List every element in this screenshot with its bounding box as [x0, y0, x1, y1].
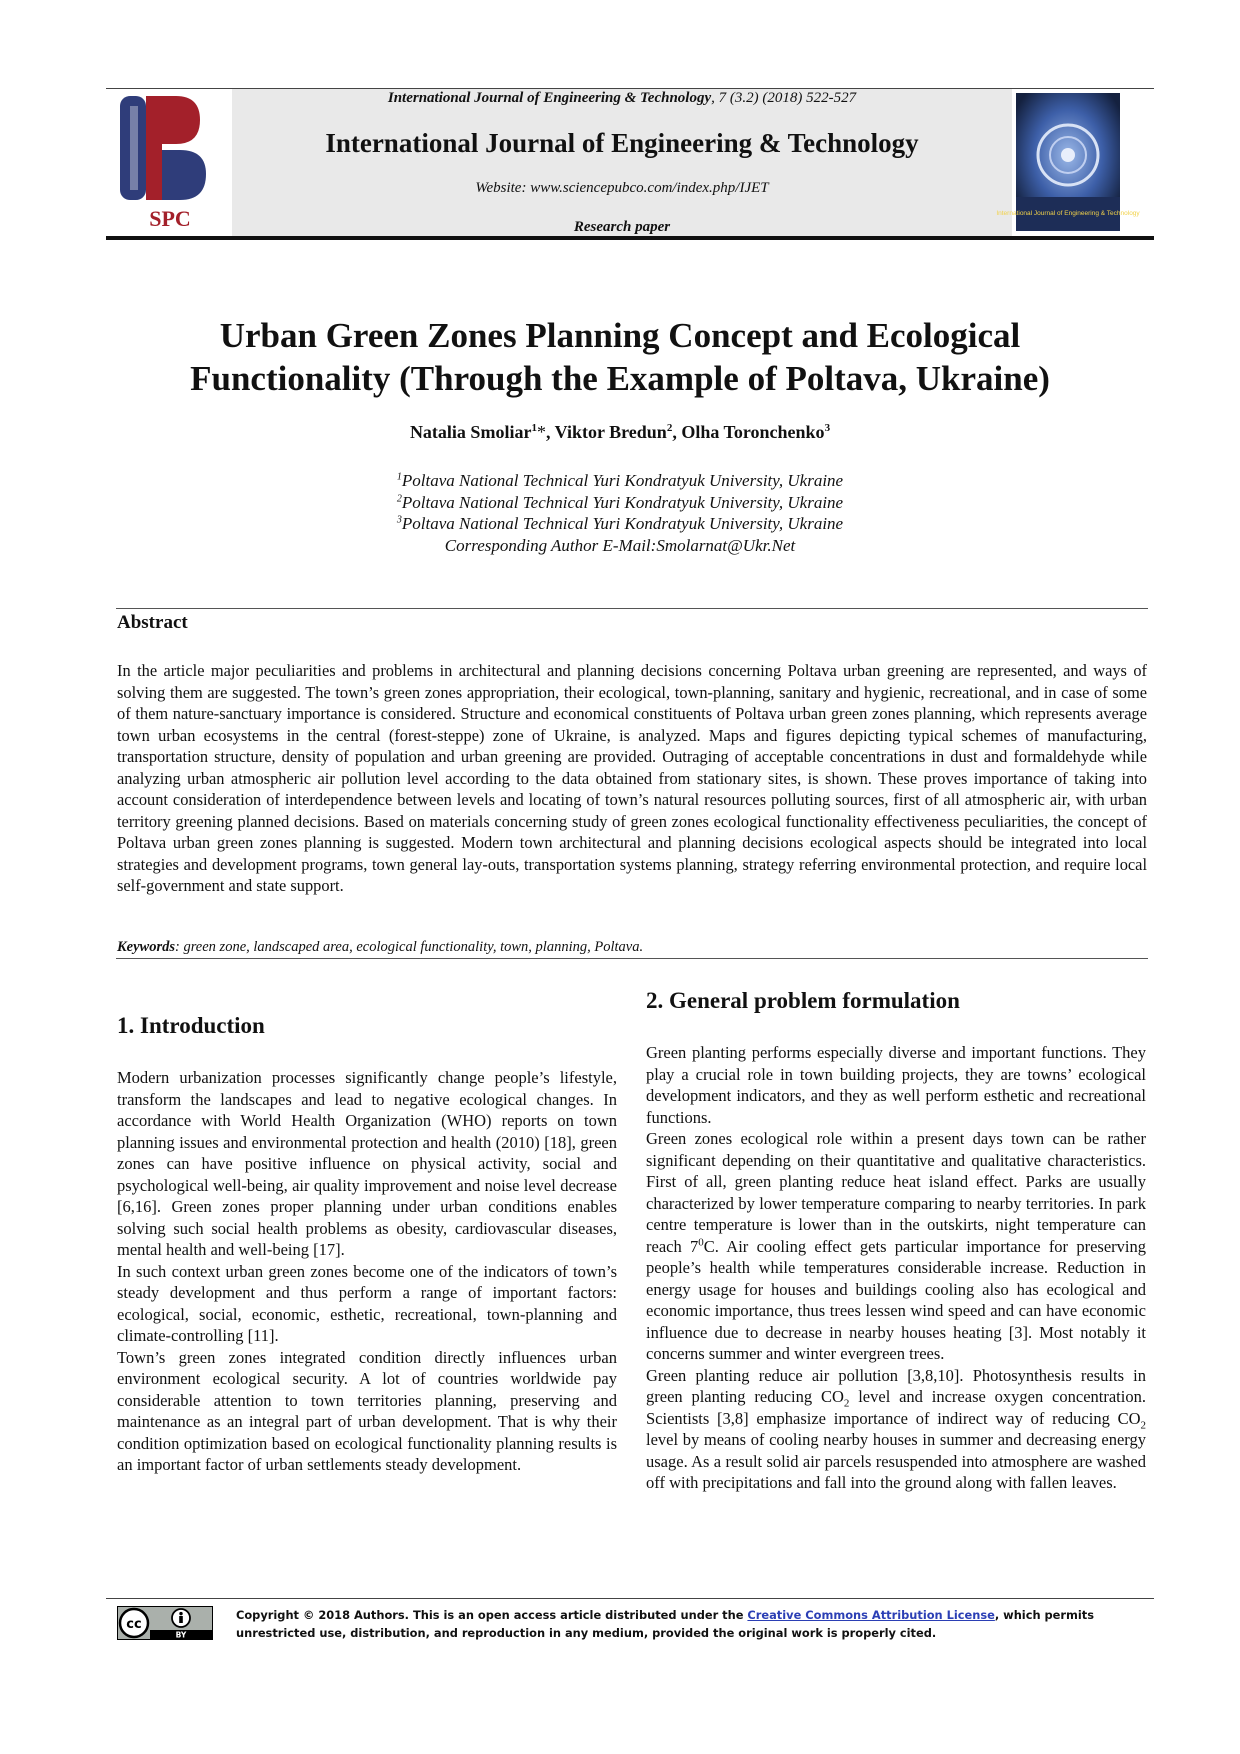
footer-rule	[106, 1598, 1154, 1599]
cc-by-license-icon[interactable]	[117, 1606, 213, 1640]
paper-title	[120, 314, 1120, 400]
svg-text:cc: cc	[126, 1617, 142, 1632]
author-list: Natalia Smoliar$^1$*, Viktor Bredun$^2$, Olha Toronchenko$^3$	[409, 422, 831, 442]
paragraph: Modern urbanization processes significantly change people’s lifestyle, transform the landscapes and lead to negative ecological changes. In accordance with World Health Organization (WHO) reports on town planning issues and environmental protection and health (2010) [18], green zones can have positive influence on physical activity, social and psychological well-being, air quality improvement and noise level decrease [6,16]. Green zones proper planning under urban conditions enables solving such social health problems as obesity, cardiovascular diseases, mental health and well-being [17].	[117, 1068, 617, 1259]
abstract-heading: Abstract	[117, 612, 188, 633]
cover-text: International Journal of Engineering & Technology	[996, 210, 1140, 217]
header-band	[232, 89, 1012, 237]
citation-volume: , 7 (3.2) (2018) 522-527	[711, 90, 857, 106]
copyright-notice: Copyright © 2018 Authors. This is an open access article distributed under the Creative Commons Attribution License, which permits unrestricted use, distribution, and reproduction in any medium, provided the original work is properly cited.	[236, 1608, 1095, 1640]
license-link[interactable]: Creative Commons Attribution License	[747, 1608, 995, 1622]
keywords-value: : green zone, landscaped area, ecological functionality, town, planning, Poltava.	[175, 939, 644, 955]
paragraph: Green zones ecological role within a present days town can be rather significant depending on their quantitative and qualitative characteristics. First of all, green planting reduce heat island effect. Parks are usually characterized by lower temperature comparing to nearby territories. In park centre temperature is lower than in the outskirts, night temperature can reach $7^0C$. Air cooling effect gets particular importance for preserving people’s health while temperatures considerable increase. Reduction in energy usage for houses and buildings cooling also has ecological and economic importance, thus trees lessen wind speed and can have economic influence due to decrease in nearby houses heating [3]. Most notably it concerns summer and winter evergreen trees.	[646, 1129, 1146, 1363]
journal-cover-image	[996, 93, 1140, 231]
general-problem-body	[646, 1042, 1146, 1494]
affiliation: $^3$Poltava National Technical Yuri Kondratyuk University, Ukraine	[396, 514, 844, 533]
author-name: Viktor Bredun	[554, 422, 667, 442]
author-name: Olha Toronchenko	[681, 422, 825, 442]
publisher-logo	[116, 94, 224, 232]
affiliation: $^1$Poltava National Technical Yuri Kondratyuk University, Ukraine	[396, 471, 844, 490]
affiliations	[120, 470, 1120, 556]
keywords	[117, 939, 1147, 956]
title-line: Urban Green Zones Planning Concept and Ecological	[219, 316, 1021, 355]
affiliation: $^2$Poltava National Technical Yuri Kondratyuk University, Ukraine	[396, 492, 844, 512]
corresponding-mark: *	[536, 422, 546, 442]
section-heading-introduction: 1. Introduction	[117, 1013, 265, 1038]
journal-name: International Journal of Engineering & Technology	[325, 128, 919, 158]
paper-type: Research paper	[573, 219, 671, 235]
author-affil-mark: 1	[531, 422, 537, 434]
introduction-body	[117, 1067, 617, 1476]
paragraph: Green planting performs especially diverse and important functions. They play a crucial role in town building projects, they are towns’ ecological development indicators, and they as well perform esthetic and recreational functions.	[646, 1043, 1146, 1127]
journal-citation	[232, 90, 1012, 107]
cc-by-label: BY	[175, 1630, 187, 1640]
paragraph: Green planting reduce air pollution [3,8,10]. Photosynthesis results in green planting reducing $CO_2$ level and increase oxygen concentration. Scientists [3,8] emphasize importance of indirect way of reducing $CO_2$ level by means of cooling nearby houses in summer and decreasing energy usage. As a result solid air parcels resuspended into atmosphere are washed off with precipitations and fall into the ground along with fallen leaves.	[646, 1365, 1146, 1492]
logo-text: SPC	[149, 206, 191, 231]
corresponding-author: Corresponding Author E-Mail:Smolarnat@Ukr.Net	[444, 535, 796, 555]
citation-journal: International Journal of Engineering & Technology	[387, 90, 712, 106]
title-line: Functionality (Through the Example of Poltava, Ukraine)	[190, 359, 1050, 398]
author-name: Natalia Smoliar	[409, 422, 532, 442]
author-affil-mark: 3	[824, 422, 831, 434]
keywords-label: Keywords	[117, 939, 175, 955]
abstract-bottom-rule	[116, 958, 1148, 959]
section-heading-general-problem: 2. General problem formulation	[646, 988, 960, 1013]
paragraph: Town’s green zones integrated condition directly influences urban environment ecological security. A lot of countries worldwide pay considerable attention to town territories planning, preserving and maintenance as an integral part of urban development. That is why their condition optimization based on ecological functionality planning results is an important factor of urban settlements steady development.	[117, 1347, 617, 1474]
paragraph: In such context urban green zones become one of the indicators of town’s steady development and thus perform a range of important factors: ecological, social, economic, esthetic, recreational, town-planning and climate-controlling [11].	[117, 1261, 617, 1345]
abstract-top-rule	[116, 608, 1148, 609]
author-affil-mark: 2	[666, 422, 673, 434]
abstract-text: In the article major peculiarities and problems in architectural and planning decisions concerning Poltava urban greening are represented, and ways of solving them are suggested. The town’s green zones appropriation, their ecological, town-planning, sanitary and hygienic, recreational, and in case of some of them nature-sanctuary importance is considered. Structure and economical constituents of Poltava urban green zones planning, which represents average town urban ecosystems in the central (forest-steppe) zone of Ukraine, is analyzed. Maps and figures depicting typical schemes of manufacturing, transportation structure, density of population and urban greening are provided. Outraging of acceptable concentrations in dust and formaldehyde while analyzing urban atmospheric air pollution level according to the data obtained from stationary sites, is shown. These proves importance of taking into account consideration of interdependence between levels and locating of town’s natural resources polluting sources, first of all atmospheric air, with urban territory greening planned decisions. Based on materials concerning study of green zones ecological functionality effectiveness peculiarities, the concept of Poltava urban green zones planning is suggested. Modern town architectural and planning decisions ecological aspects should be integrated into local strategies and development programs, town general lay-outs, transportation systems planning, strategy referring environmental protection, and require local self-government and state support.	[117, 661, 1147, 895]
header-bottom-rule	[106, 236, 1154, 240]
journal-website[interactable]: Website: www.sciencepubco.com/index.php/IJET	[475, 180, 769, 196]
